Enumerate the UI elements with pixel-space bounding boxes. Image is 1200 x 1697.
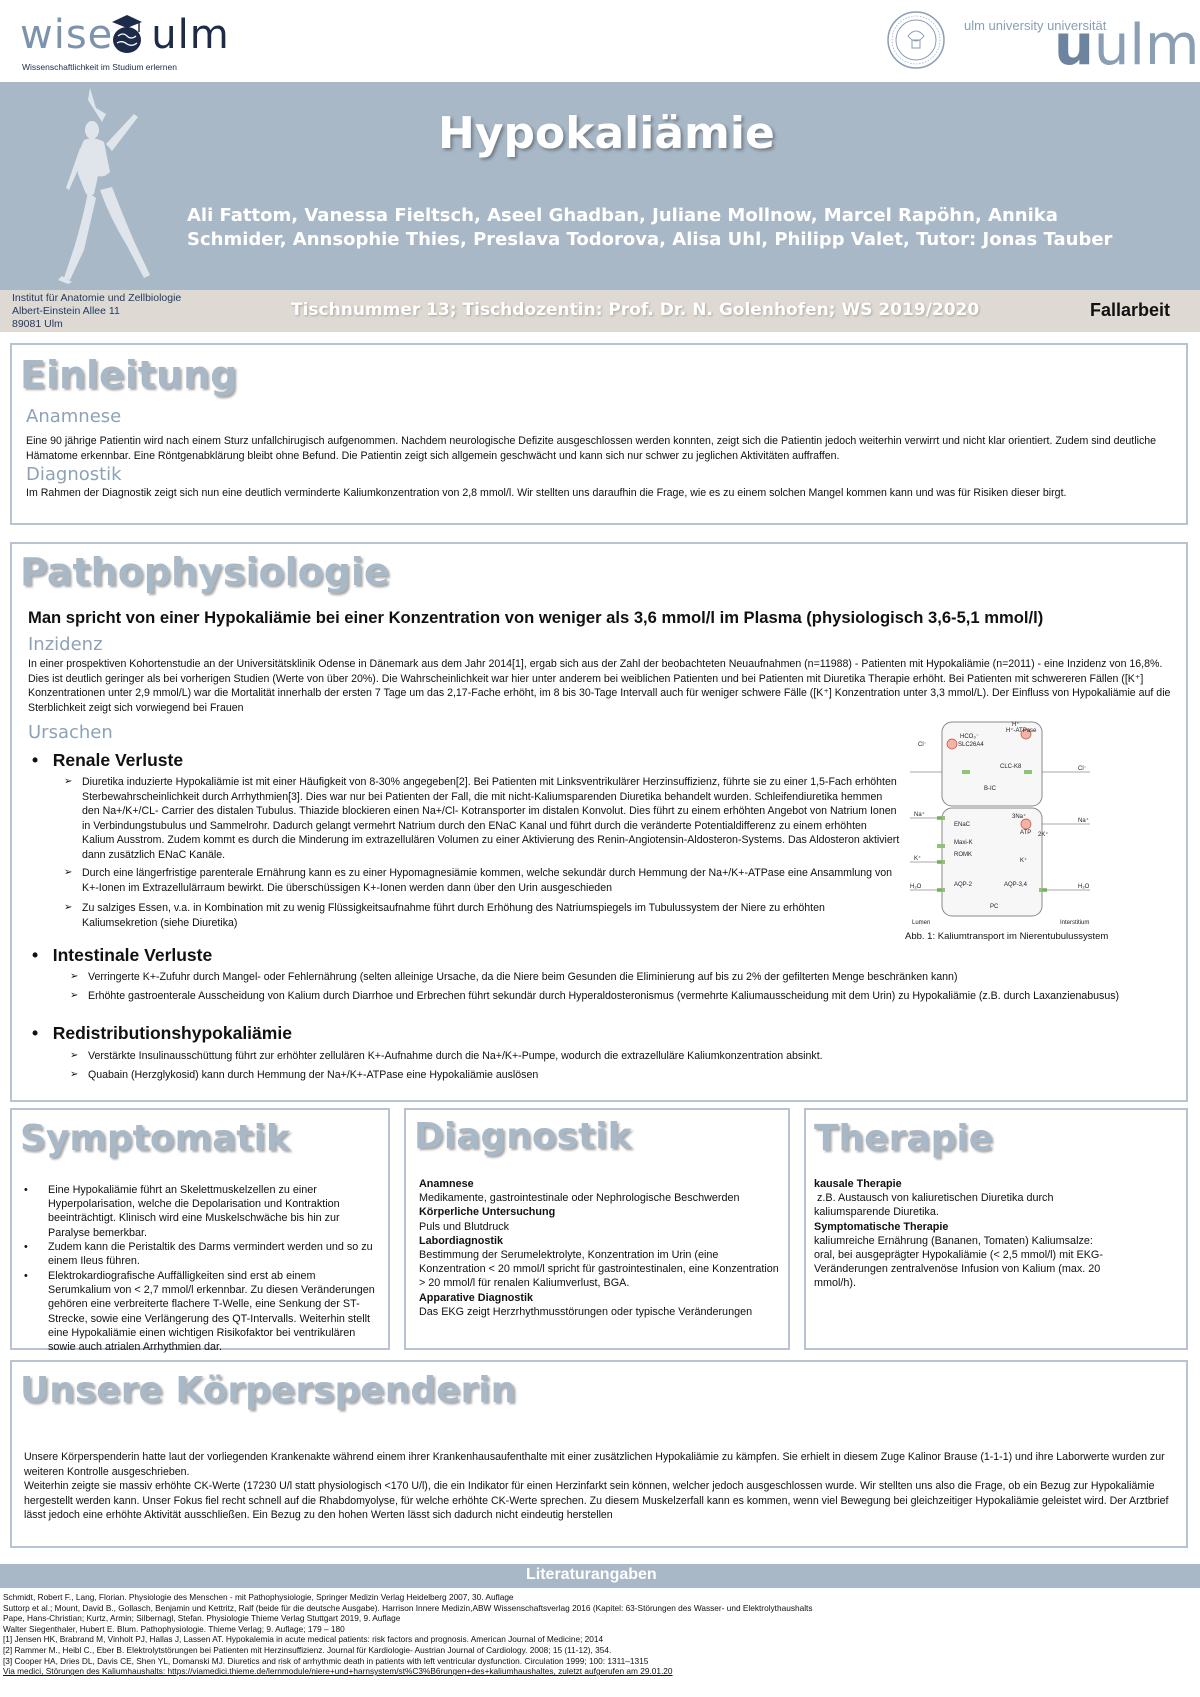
fig-label-na-inter: Na⁺ <box>1078 818 1089 824</box>
ursachen-heading: Ursachen <box>28 722 113 743</box>
fig-label-aqp2: AQP-2 <box>954 882 973 888</box>
fig-label-hplus: H⁺ <box>1012 722 1020 728</box>
therapie-kausal-text: z.B. Austausch von kaliuretischen Diuretika durch kaliumsparende Diuretika. <box>814 1192 1057 1219</box>
anamnese-heading: Anamnese <box>26 406 122 427</box>
table-info: Tischnummer 13; Tischdozentin: Prof. Dr. N. Golenhofen; WS 2019/2020 <box>291 300 980 320</box>
institute-address <box>12 292 181 331</box>
lit-item: [2] Rammer M., Heibl C., Eber B. Elektrolytstörungen bei Patienten mit Herzinsuffizienz. Journal für Kardiologie- Austrian Journal of Cardiology. 2008; 15 (11-12), 354. <box>3 1644 612 1655</box>
renal-verluste-heading: • Renale Verluste <box>32 750 184 770</box>
koerperspenderin-text-2: Weiterhin zeigte sie massiv erhöhte CK-Werte (17230 U/l statt physiologisch <170 U/l), die ein Indikator für einen Herzinfarkt sein können, welcher jedoch ausgeschlossen wurde. Wir stellten uns also die Frage, ob ein Bezug zur Hypokaliämie hergestellt werden kann. Unser Fokus fiel recht schnell auf die Rhabdomyolyse, für welche erhöhte CK-Werte sprechen. Zu diesem Muskelzerfall kann es kommen, wenn viel Bewegung bei gleichzeitiger Hypokaliämie geleistet wird. Der Arztbrief lässt jedoch eine erhöhte Aktivität ausschließen. Ein Bezug zu den hohen Werten lässt sich dadurch nicht eindeutig herstellen <box>24 1480 1169 1521</box>
uulm-logo-caption: ulm university universität <box>964 18 1107 33</box>
einleitung-heading: Einleitung <box>20 353 238 397</box>
diagnostik-subheading: Diagnostik <box>26 464 122 485</box>
wise-logo-tagline: Wissenschaftlichkeit im Studium erlernen <box>22 62 177 72</box>
lit-item: Suttorp et al.; Mount, David B., Gollasch, Benjamin und Kettritz, Ralf (beide für die deutsche Ausgabe). Harrison Innere Medizin,ABW Wissenschaftsverlag 2016 (Kapitel: 63-Störungen des Wasser- und Elektrolythaushalts <box>3 1602 813 1613</box>
uulm-logo-wordmark: uulm <box>1054 13 1200 78</box>
diagnostik-intro-text: Im Rahmen der Diagnostik zeigt sich nun eine deutlich verminderte Kaliumkonzentration von 2,8 mmol/l. Wir stellten uns daraufhin die Frage, wie es zu einem solchen Mangel kommen kann und was für Risiken dieser birgt. <box>26 487 1067 499</box>
fig-label-pc: PC <box>990 904 999 910</box>
poster-title: Hypokaliämie <box>438 108 775 159</box>
redis-item-insulin: ➢ Verstärkte Insulinausschüttung führt zur erhöhter zellulären K+-Aufnahme durch die Na+/K+-Pumpe, wodurch die extrazelluläre Kaliumkonzentration absinkt. <box>88 1049 1178 1064</box>
fig-label-cl-inter: Cl⁻ <box>1078 766 1087 772</box>
fig-label-slc26a4: SLC26A4 <box>958 742 984 748</box>
fig-label-romk: ROMK <box>954 852 972 858</box>
fig-label-k-lumen: K⁺ <box>914 856 922 862</box>
diag-anamnese-text: Medikamente, gastrointestinale oder Nephrologische Beschwerden <box>419 1192 740 1205</box>
diag-koerper-title: Körperliche Untersuchung <box>419 1206 556 1219</box>
intestinale-verluste-heading: • Intestinale Verluste <box>32 945 213 965</box>
fig-label-cl-lumen: Cl⁻ <box>918 742 927 748</box>
lit-link-viamedici[interactable]: Via medici, Störungen des Kaliumhaushalts: https://viamedici.thieme.de/lernmodule/niere+und+harnsystem/st%C3%B6rungen+des+kaliumhaushaltes, zuletzt aufgerufen am 29.01.20 <box>3 1666 673 1677</box>
inzidenz-heading: Inzidenz <box>28 634 103 655</box>
renal-item-diuretika: ➢ Diuretika induzierte Hypokaliämie ist mit einer Häufigkeit von 8-30% angegeben[2]. Bei Patienten mit Linksventrikulärer Herzinsuffizienz, führte sie zu einer 1,5-Fach erhöhten Sterbewahrscheinlichkeit durch Arrhythmien[3]. Dies war nur bei Patienten der Fall, die mit nicht-Kaliumsparenden Diuretika behandelt wurden. Schleifendiuretika hemmen den Na+/K+/CL- Carrier des distalen Tubulus. Thiazide blockieren einen Na+/Cl- Kotransporter im distalen Konvolut. Dies führt zu einem erhöhten Angebot von Natrium Ionen in Verbindungstubulus und Sammelrohr. Dadurch gelangt vermehrt Natrium durch den ENaC Kanal und führt durch die veränderte Potentialdifferenz zu einem erhöhten Kalium Ausstrom. Zudem kommt es durch die Minderung im extrazellulären Volumen zu einer Aktivierung des Renin-Angiotensin-Aldosteron-Systems. Das Aldosteron aktiviert dann zusätzlich ENaC Kanäle. <box>82 775 900 862</box>
fig-label-h2o-inter: H₂O <box>1078 884 1090 890</box>
figure-caption: Abb. 1: Kaliumtransport im Nierentubulussystem <box>905 931 1109 942</box>
koerperspenderin-heading: Unsere Körperspenderin <box>20 1370 517 1411</box>
lit-item: Schmidt, Robert F., Lang, Florian. Physiologie des Menschen - mit Pathophysiologie, Springer Medizin Verlag Heidelberg 2007, 30. Auflage <box>3 1592 514 1602</box>
hypokalemia-definition: Man spricht von einer Hypokaliämie bei einer Konzentration von weniger als 3,6 mmol/l im Plasma (physiologisch 3,6-5,1 mmol/l) <box>28 608 1044 627</box>
diagnostik-heading: Diagnostik <box>414 1116 632 1157</box>
fig-label-h2o-lumen: H₂O <box>910 884 922 890</box>
diag-labor-title: Labordiagnostik <box>419 1234 503 1247</box>
institute-street: Albert-Einstein Allee 11 <box>12 305 120 317</box>
symptomatik-heading: Symptomatik <box>20 1118 290 1159</box>
pathophysiologie-heading: Pathophysiologie <box>20 550 390 594</box>
fig-label-2k: 2K⁺ <box>1038 832 1049 838</box>
lit-item: [3] Cooper HA, Dries DL, Davis CE, Shen YL, Domanski MJ. Diuretics and risk of arrhythmic death in patients with left ventricular dysfunction. Circulation 1999; 100: 1311–1315 <box>3 1655 649 1666</box>
kidney-tubule-transport-diagram <box>900 712 1110 926</box>
anatomical-figure-illustration <box>32 86 182 286</box>
fig-label-k-cell: K⁺ <box>1020 858 1028 864</box>
symptom-text-ekg: Elektrokardiografische Auffälligkeiten sind erst ab einem Serumkalium von < 2,7 mmol/l erkennbar. Zu diesen Veränderungen gehören eine verbreiterte flachere T-Welle, eine Senkung der ST-Strecke, sowie eine Verlängerung des QT-Intervalls. Weiterhin stellt eine Hypokaliämie einen wichtigen Risikofaktor bei ventrikulären sowie auch atrialen Arrhythmien dar. <box>48 1270 375 1354</box>
symptom-text-darm: Zudem kann die Peristaltik des Darms vermindert werden und so zu einem Ileus führen. <box>48 1241 373 1268</box>
intestinal-item-ausscheidung: ➢ Erhöhte gastroenterale Ausscheidung von Kalium durch Diarrhoe und Erbrechen führt sekundär durch Hyperaldosteronismus (vermehrte Kaliumausscheidung mit dem Urin) zu Hypokaliämie (z.B. durch Laxanzienabusus) <box>88 989 1178 1004</box>
institute-city: 89081 Ulm <box>12 318 63 330</box>
symptom-item-darm: • Zudem kann die Peristaltik des Darms vermindert werden und so zu einem Ileus führen. <box>24 1240 379 1268</box>
lit-item: Pape, Hans-Christian; Kurtz, Armin; Silbernagl, Stefan. Physiologie Thieme Verlag Stuttgart 2019, 9. Auflage <box>3 1613 401 1624</box>
symptom-text-muskel: Eine Hypokaliämie führt an Skelettmuskelzellen zu einer Hyperpolarisation, welche die Depolarisation und Kontraktion beeinträchtigt. Klinisch wird eine Muskelschwäche bis hin zur Paralyse bemerkbar. <box>48 1184 340 1239</box>
institute-name: Institut für Anatomie und Zellbiologie <box>12 292 182 304</box>
symptom-item-muskel: • Eine Hypokaliämie führt an Skelettmuskelzellen zu einer Hyperpolarisation, welche die Depolarisation und Kontraktion beeinträchtigt. Klinisch wird eine Muskelschwäche bis hin zur Paralyse bemerkbar. <box>24 1183 379 1240</box>
literatur-heading: Literaturangaben <box>526 1566 657 1583</box>
diag-apparativ-title: Apparative Diagnostik <box>419 1291 533 1304</box>
author-list: Ali Fattom, Vanessa Fieltsch, Aseel Ghadban, Juliane Mollnow, Marcel Rapöhn, Annika Schmider, Annsophie Thies, Preslava Todorova, Alisa Uhl, Philipp Valet, Tutor: Jonas Tauber <box>187 205 1113 250</box>
diag-labor-text: Bestimmung der Serumelektrolyte, Konzentration im Urin (eine Konzentration < 20 mmol/l spricht für gastrointestinalen, eine Konzentration > 20 mmol/l für renalen Kaliumverlust, BGA. <box>419 1249 779 1290</box>
therapie-symptom-text: kaliumreiche Ernährung (Bananen, Tomaten) Kaliumsalze: oral, bei ausgeprägter Hypokaliämie (< 2,5 mmol/l) mit EKG-Veränderungen zentralvenöse Infusion von Kalium (max. 20 mmol/h). <box>814 1234 1103 1290</box>
diag-apparativ-text: Das EKG zeigt Herzrhythmusstörungen oder typische Veränderungen <box>419 1305 753 1318</box>
inzidenz-text: In einer prospektiven Kohortenstudie an der Universitätsklinik Odense in Dänemark aus dem Jahr 2014[1], ergab sich aus der Zahl der beobachteten Neuaufnahmen (n=11988) - Patienten mit Hypokaliämie (n=2011) - eine Inzidenz von 16,8%. Dies ist deutlich geringer als bei vorherigen Studien (Werte von über 20%). Die Wahrscheinlichkeit war hier unter anderem bei weiblichen Patienten und bei Patienten mit Diuretika Therapie erhöht. Bei Patienten mit schwereren Fällen ([K⁺] Konzentrationen unter 2,9 mmol/L) war die Mortalität innerhalb der ersten 7 Tage um das 2,17-Fache erhöht, im 8 bis 30-Tage Intervall auch für weniger schwere Fälle ([K⁺] Konzentration unter 3,3 mmol/L). Der Einfluss von Hypokaliämie auf die Sterblichkeit zeigt sich vorwiegend bei Frauen <box>28 658 1171 714</box>
wise-logo-wordmark: wise ulm <box>20 12 230 58</box>
renal-item-parenteral: ➢ Durch eine längerfristige parenterale Ernährung kann es zu einer Hypomagnesiämie kommen, welche sekundär durch Hemmung der Na+/K+-ATPase eine Ansammlung von K+-Ionen im Extrazellulärraum bewirkt. Die überschüssigen K+-Ionen werden dann über den Urin ausgeschieden <box>82 866 900 895</box>
brain-mortarboard-icon <box>108 12 146 56</box>
therapie-content <box>814 1177 1104 1291</box>
renal-item-salz: ➢ Zu salziges Essen, v.a. in Kombination mit zu wenig Flüssigkeitsaufnahme führt durch Erhöhung des Natriumspiegels im Tubulussystem der Niere zu erhöhten Kaliumsekretion (siehe Diuretika) <box>82 901 900 930</box>
literatur-list <box>3 1592 1193 1677</box>
fig-label-interstitium: Interstitium <box>1060 920 1090 926</box>
symptom-item-ekg: • Elektrokardiografische Auffälligkeiten sind erst ab einem Serumkalium von < 2,7 mmol/l erkennbar. Zu diesen Veränderungen gehören eine verbreiterte flachere T-Welle, eine Senkung der ST-Strecke, sowie eine Verlängerung des QT-Intervalls. Weiterhin stellt eine Hypokaliämie einen wichtigen Risikofaktor bei ventrikulären sowie auch atrialen Arrhythmien dar. <box>24 1269 379 1354</box>
fig-label-h-atpase: H⁺-ATPase <box>1006 728 1037 734</box>
fig-label-3na: 3Na⁺ <box>1012 814 1027 820</box>
diagnostik-content <box>419 1177 781 1319</box>
fig-label-atp: ATP <box>1020 830 1032 836</box>
fig-label-hco3: HCO₃⁻ <box>960 734 979 740</box>
literatur-header-bar <box>0 1564 1200 1588</box>
diag-anamnese-title: Anamnese <box>419 1178 474 1190</box>
fig-label-maxi-k: Maxi-K <box>954 840 973 846</box>
redis-item-quabain: ➢ Quabain (Herzglykosid) kann durch Hemmung der Na+/K+-ATPase eine Hypokaliämie auslösen <box>88 1068 1178 1083</box>
logo-bar <box>0 0 1200 82</box>
fig-label-na: Na⁺ <box>914 812 925 818</box>
poster-type-label: Fallarbeit <box>1090 300 1171 320</box>
fig-label-clc-k8: CLC-K8 <box>1000 764 1022 770</box>
university-seal-icon <box>886 10 946 70</box>
diag-koerper-text: Puls und Blutdruck <box>419 1220 510 1233</box>
intestinal-item-zufuhr: ➢ Verringerte K+-Zufuhr durch Mangel- oder Fehlernährung (selten alleinige Ursache, da die Niere beim Gesunden die Eliminierung auf bis zu 2% der gefilterten Menge beschränken kann) <box>88 970 1178 985</box>
redistribution-heading: • Redistributionshypokaliämie <box>32 1023 292 1043</box>
lit-item: [1] Jensen HK, Brabrand M, Vinholt PJ, Hallas J, Lassen AT. Hypokalemia in acute medical patients: risk factors and prognosis. American Journal of Medicine; 2014 <box>3 1634 604 1645</box>
therapie-kausal-title: kausale Therapie <box>814 1178 902 1190</box>
fig-label-aqp34: AQP-3,4 <box>1004 882 1028 888</box>
wise-ulm-logo <box>20 8 230 76</box>
koerperspenderin-text-1: Unsere Körperspenderin hatte laut der vorliegenden Krankenakte während einem ihrer Krankenhausaufenthalte mit einer zusätzlichen Hypokaliämie zu kämpfen. Sie erhielt in diesem Zuge Kalinor Brause (1-1-1) und ihre Laborwerte wurden zur weiteren Kontrolle ausgeschrieben. <box>24 1451 1165 1478</box>
fig-label-lumen: Lumen <box>912 920 931 926</box>
lit-item: Walter Siegenthaler, Hubert E. Blum. Pathophysiologie. Thieme Verlag; 9. Auflage; 179 – 180 <box>3 1623 345 1634</box>
therapie-heading: Therapie <box>814 1118 994 1159</box>
fig-label-b-ic: B-IC <box>984 786 996 792</box>
fig-label-enac: ENaC <box>954 822 971 828</box>
anamnese-text: Eine 90 jährige Patientin wird nach einem Sturz unfallchirugisch aufgenommen. Nachdem neurologische Defizite ausgeschlossen werden konnten, zeigt sich die Patientin jedoch weiterhin verwirrt und nicht klar orientiert. Zudem sind deutliche Hämatome erkennbar. Eine Röntgenabklärung bleibt ohne Befund. Die Patientin zeigt sich allgemein geschwächt und kann sich nur schwer zu jeglichen Aktivitäten auffraffen. <box>26 435 1157 462</box>
therapie-symptom-title: Symptomatische Therapie <box>814 1220 949 1233</box>
